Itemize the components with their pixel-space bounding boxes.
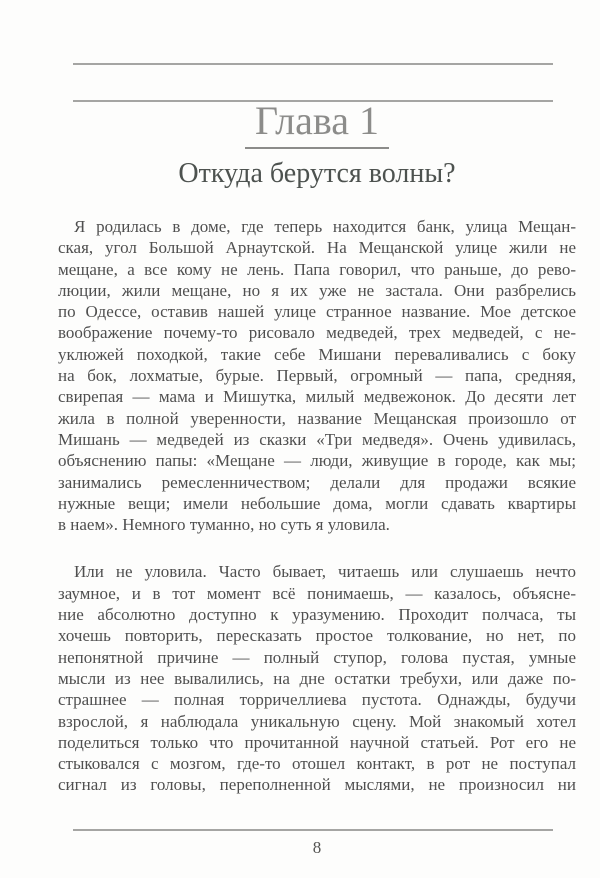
text-line: мысли из нее вывалились, на дне остатки требухи, или даже по-	[58, 668, 576, 688]
text-line: поделиться только что прочитанной научной статьей. Рот его не	[58, 732, 576, 752]
chapter-title: Откуда берутся волны?	[178, 158, 456, 189]
text-line: мещане, а все кому не лень. Папа говорил, что раньше, до рево-	[58, 259, 576, 279]
text-line: ние абсолютно доступно к уразумению. Проходит полчаса, ты	[58, 605, 576, 625]
text-line: взрослой, я наблюдала уникальную сцену. Мой знакомый хотел	[58, 711, 576, 731]
text-line: свирепая — мама и Мишутка, милый медвежонок. До десяти лет	[58, 387, 576, 407]
paragraph	[58, 561, 576, 795]
text-line: объяснению папы: «Мещане — люди, живущие в городе, как мы;	[58, 451, 576, 471]
text-line: Или не уловила. Часто бывает, читаешь или слушаешь нечто	[74, 562, 576, 582]
text-line: уклюжей походкой, такие себе Мишани переваливались с боку	[58, 344, 576, 364]
text-line: стыковался с мозгом, где-то отошел контакт, в рот не поступал	[58, 754, 576, 774]
footer-rule	[73, 829, 553, 831]
text-line: страшнее — полная торричеллиева пустота. Однажды, будучи	[58, 690, 576, 710]
text-line: непонятной причине — полный ступор, голова пустая, умные	[58, 647, 576, 667]
text-line: занимались ремесленничеством; делали для продажи всякие	[58, 472, 576, 492]
text-line: по Одессе, оставив нашей улице странное название. Мое детское	[58, 302, 576, 322]
page-number: 8	[312, 838, 322, 857]
text-line: заумное, и в тот момент всё понимаешь, — казалось, объясне-	[58, 583, 576, 603]
paragraph	[58, 216, 576, 535]
chapter-heading	[58, 100, 576, 149]
text-line: сигнал из головы, переполненной мыслями, не произносил ни	[58, 775, 576, 795]
text-line: ская, угол Большой Арнаутской. На Мещанской улице жили не	[58, 238, 576, 258]
chapter-number-label: Глава 1	[245, 100, 389, 149]
text-line: воображение почему-то рисовало медведей, трех медведей, с не-	[58, 323, 576, 343]
text-line: люции, жили мещане, но я их уже не застала. Они разбрелись	[58, 280, 576, 300]
body-text	[58, 216, 576, 796]
text-line: Я родилась в доме, где теперь находится банк, улица Мещан-	[74, 217, 576, 236]
text-line: жила в полной уверенности, название Мещанская произошло от	[58, 408, 576, 428]
header-rule-top	[73, 63, 553, 65]
text-line: нужные вещи; имели небольшие дома, могли сдавать квартиры	[58, 493, 576, 513]
text-line: Мишань — медведей из сказки «Три медведя». Очень удивилась,	[58, 429, 576, 449]
text-line: на бок, лохматые, бурые. Первый, огромный — папа, средняя,	[58, 366, 576, 386]
text-line: в наем». Немного туманно, но суть я уловила.	[58, 515, 390, 535]
text-line: хочешь повторить, пересказать простое толкование, но нет, по	[58, 626, 576, 646]
